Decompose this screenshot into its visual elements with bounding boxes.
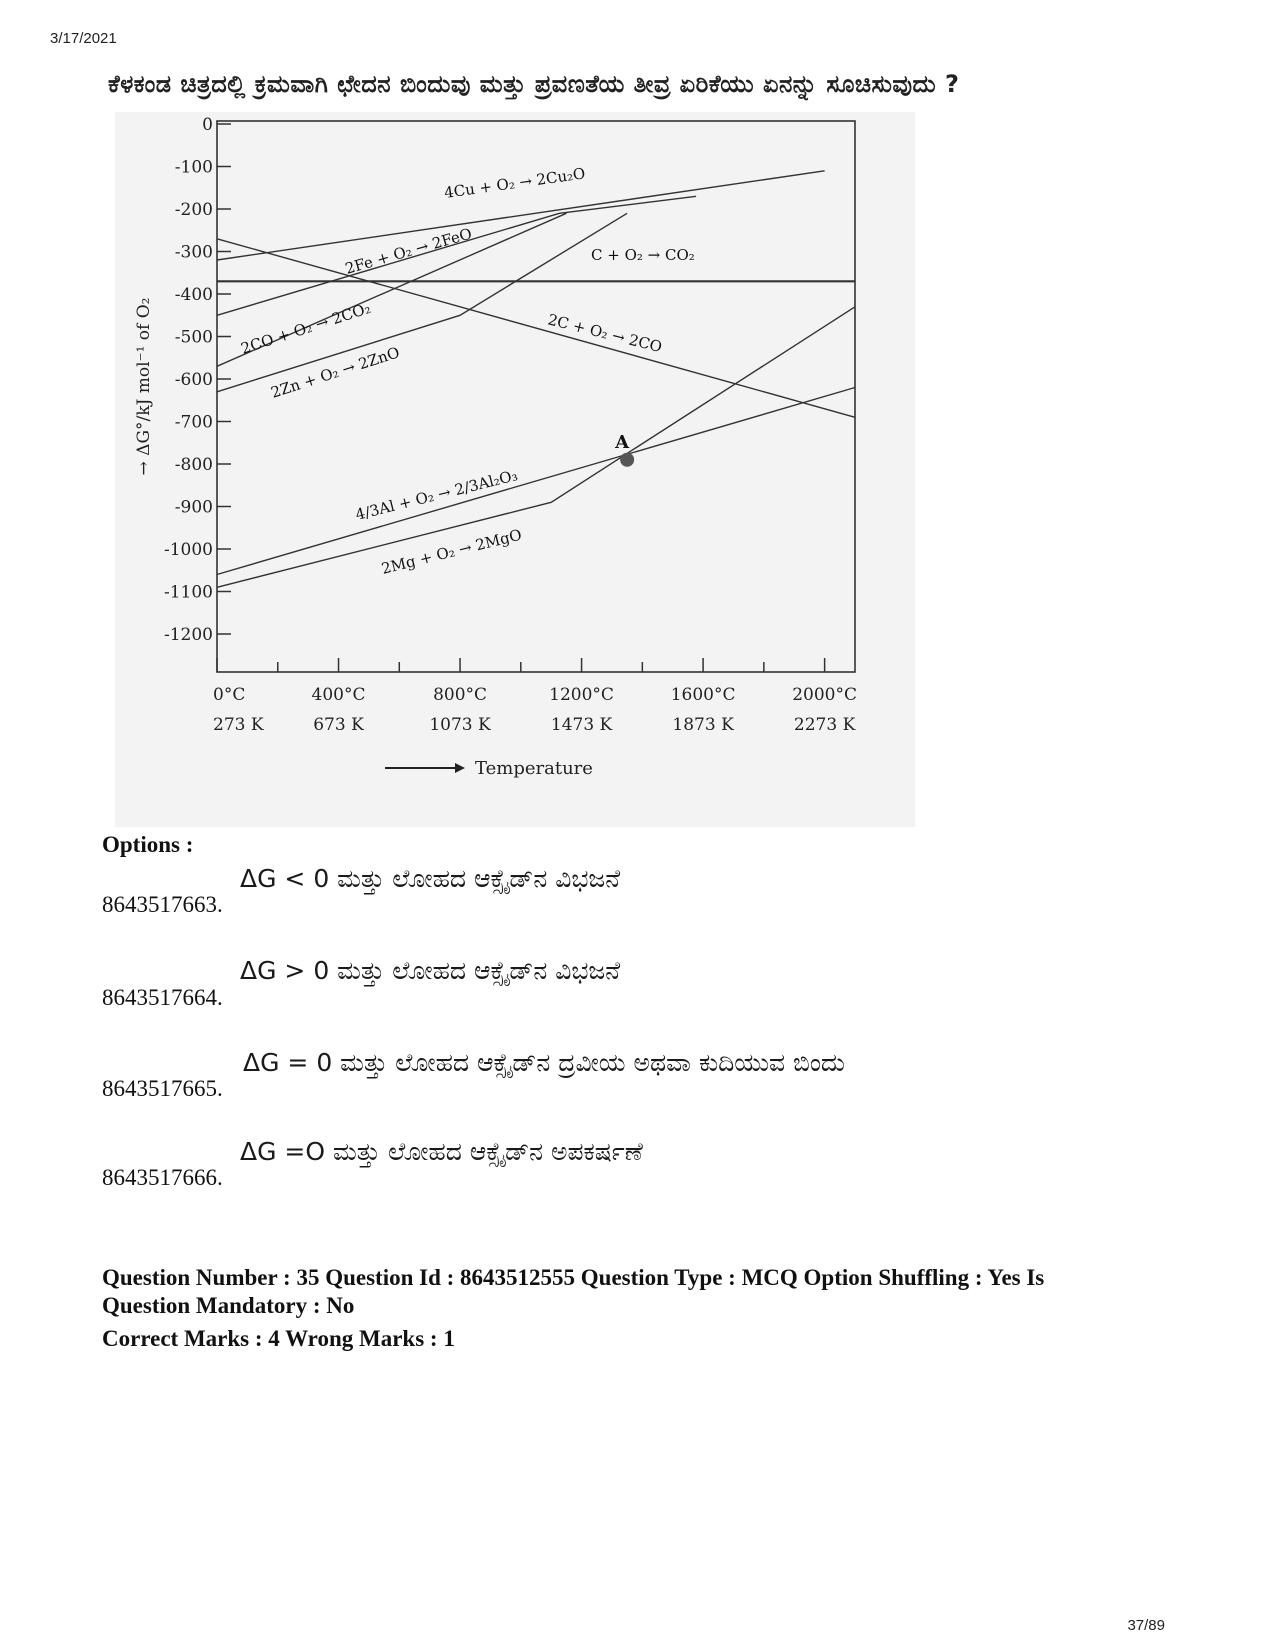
x-tick-label-celsius: 1600°C xyxy=(670,685,736,705)
series-label-6: 4/3Al + O₂ → 2/3Al₂O₃ xyxy=(353,466,520,524)
y-axis-title: → ΔG°/kJ mol⁻¹ of O₂ xyxy=(134,297,154,476)
series-label-7: 2Mg + O₂ → 2MgO xyxy=(379,525,524,578)
y-tick-label: -1200 xyxy=(163,625,213,645)
plot-frame xyxy=(217,121,855,672)
question-meta-line-3: Correct Marks : 4 Wrong Marks : 1 xyxy=(102,1326,455,1351)
y-tick-label: -500 xyxy=(174,327,213,348)
series-line-7 xyxy=(217,307,855,588)
question-meta-line-2: Question Mandatory : No xyxy=(102,1293,355,1318)
option-id-3: 8643517665. xyxy=(102,1076,223,1101)
option-id-1: 8643517663. xyxy=(102,892,223,917)
option-id-2: 8643517664. xyxy=(102,985,223,1010)
y-tick-label: -800 xyxy=(174,455,213,475)
x-tick-label-celsius: 800°C xyxy=(433,685,488,705)
option-text-1: ΔG < 0 ಮತ್ತು ಲೋಹದ ಆಕ್ಸೈಡ್‌ನ ವಿಭಜನೆ xyxy=(240,864,621,893)
y-tick-label: -600 xyxy=(174,370,213,390)
series-label-4: 2CO + O₂ → 2CO₂ xyxy=(238,298,373,358)
option-text-3: ΔG = 0 ಮತ್ತು ಲೋಹದ ಆಕ್ಸೈಡ್‌ನ ದ್ರವೀಯ ಅಥವಾ ಕುದಿಯುವ ಬಿಂದು xyxy=(243,1048,846,1077)
x-tick-label-celsius: 400°C xyxy=(311,685,366,705)
y-tick-label: -200 xyxy=(174,200,213,220)
question-meta-line-1: Question Number : 35 Question Id : 8643512555 Question Type : MCQ Option Shuffling : Yes Is xyxy=(102,1265,1045,1290)
series-label-1: 2Fe + O₂ → 2FeO xyxy=(343,224,474,278)
series-label-5: 2Zn + O₂ → 2ZnO xyxy=(268,343,402,402)
x-tick-label-celsius: 2000°C xyxy=(792,685,858,705)
series-label-3: 2C + O₂ → 2CO xyxy=(546,310,664,357)
annotation-point xyxy=(620,453,634,467)
x-tick-label-kelvin: 1473 K xyxy=(550,715,613,735)
x-tick-label-celsius: 1200°C xyxy=(549,685,614,705)
x-tick-label-kelvin: 1873 K xyxy=(672,715,734,735)
y-tick-label: -1100 xyxy=(163,582,213,603)
y-tick-label: -300 xyxy=(174,242,213,263)
option-text-2: ΔG > 0 ಮತ್ತು ಲೋಹದ ಆಕ್ಸೈಡ್‌ನ ವಿಭಜನೆ xyxy=(240,956,621,985)
y-tick-label: -100 xyxy=(174,157,213,178)
y-tick-label: -900 xyxy=(174,497,213,518)
x-tick-label-kelvin: 273 K xyxy=(213,715,264,735)
option-id-4: 8643517666. xyxy=(102,1165,223,1190)
question-text: ಕೆಳಕಂಡ ಚಿತ್ರದಲ್ಲಿ ಕ್ರಮವಾಗಿ ಛೇದನ ಬಿಂದುವು ಮತ್ತು ಪ್ರವಣತೆಯ ತೀವ್ರ ಏರಿಕೆಯು ಏನನ್ನು ಸೂಚಿಸುವುದು ? xyxy=(108,70,960,98)
x-tick-label-kelvin: 673 K xyxy=(313,715,364,735)
y-axis-title-group xyxy=(134,298,154,476)
series-label-0: 4Cu + O₂ → 2Cu₂O xyxy=(443,164,587,202)
x-tick-label-kelvin: 1073 K xyxy=(429,715,491,735)
y-tick-label: 0 xyxy=(202,115,213,135)
series-label-2: C + O₂ → CO₂ xyxy=(591,246,695,264)
page-number: 37/89 xyxy=(1127,1617,1165,1634)
options-heading: Options : xyxy=(102,832,194,857)
y-tick-label: -1000 xyxy=(163,540,213,560)
ellingham-diagram xyxy=(115,112,915,827)
x-tick-label-kelvin: 2273 K xyxy=(793,715,856,735)
option-text-4: ΔG =O ಮತ್ತು ಲೋಹದ ಆಕ್ಸೈಡ್‌ನ ಅಪಕರ್ಷಣೆ xyxy=(240,1137,643,1166)
x-axis-title: Temperature xyxy=(475,758,593,779)
y-tick-label: -400 xyxy=(174,285,213,305)
annotation-label: A xyxy=(615,431,630,453)
x-tick-label-celsius: 0°C xyxy=(213,685,246,705)
y-tick-label: -700 xyxy=(174,412,213,433)
print-date: 3/17/2021 xyxy=(50,30,117,47)
series-line-6 xyxy=(217,388,855,575)
